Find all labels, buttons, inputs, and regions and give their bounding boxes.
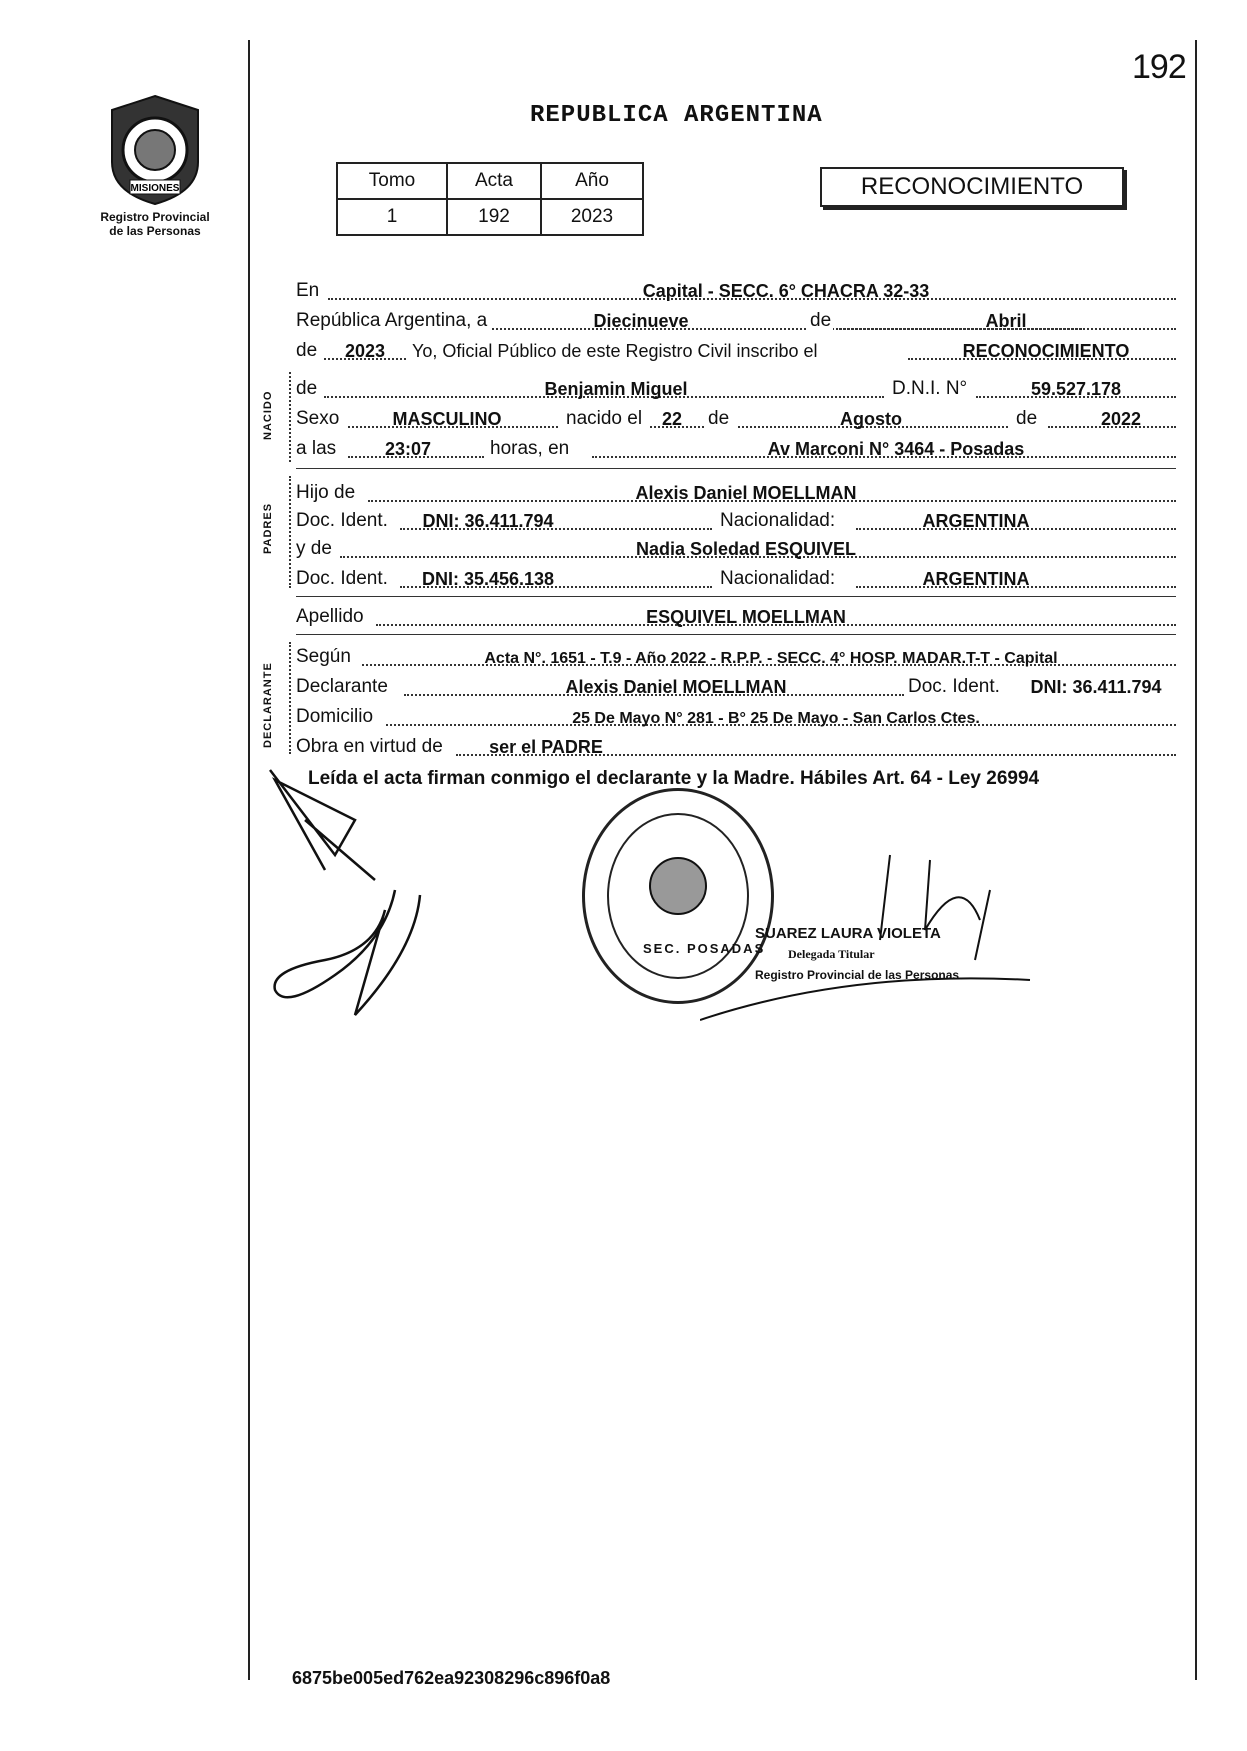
declarante-label: Declarante — [296, 676, 388, 697]
month-value: Abril — [985, 311, 1027, 331]
apellido-value: ESQUIVEL MOELLMAN — [646, 607, 846, 627]
en-label: En — [296, 280, 320, 301]
nac-label: Nacionalidad: — [720, 510, 836, 531]
signer-office: Registro Provincial de las Personas — [755, 968, 960, 982]
provincial-seal-logo — [100, 92, 210, 207]
stamp-text: SEC. POSADAS — [643, 941, 766, 956]
father-doc: DNI: 36.411.794 — [422, 511, 554, 531]
logo-caption-line2: de las Personas — [109, 224, 201, 238]
horas-label: horas, en — [490, 438, 570, 459]
row-name — [296, 376, 1176, 400]
header-ano: Año — [541, 163, 643, 199]
oficial-text: Yo, Oficial Público de este Registro Civil inscribo el — [412, 341, 818, 361]
value-acta: 192 — [447, 199, 541, 235]
mother-nat: ARGENTINA — [922, 569, 1030, 589]
father-nat: ARGENTINA — [922, 511, 1030, 531]
row-sexo — [296, 406, 1176, 430]
logo-caption-line1: Registro Provincial — [100, 210, 210, 224]
svg-text:MISIONES: MISIONES — [130, 183, 180, 194]
header-tomo: Tomo — [337, 163, 447, 199]
row-domicilio — [296, 704, 1176, 728]
sexo-value: MASCULINO — [392, 409, 502, 429]
padres-section-label: PADRES — [262, 502, 274, 554]
padres-bar — [289, 476, 291, 588]
row-mother-doc — [296, 566, 1176, 590]
segun-label: Según — [296, 646, 351, 667]
year-value: 2023 — [344, 341, 386, 361]
padres-divider — [296, 596, 1176, 597]
right-margin-line — [1195, 40, 1197, 1680]
declarante-bar — [289, 642, 291, 754]
nacido-divider — [296, 468, 1176, 469]
row-father — [296, 480, 1176, 504]
de5-label: de — [1016, 408, 1038, 429]
en-value: Capital - SECC. 6° CHACRA 32-33 — [642, 281, 930, 301]
domicilio-value: 25 De Mayo N° 281 - B° 25 De Mayo - San Carlos Ctes. — [572, 710, 980, 727]
row-father-doc — [296, 508, 1176, 532]
obra-label: Obra en virtud de — [296, 736, 443, 757]
nac2-label: Nacionalidad: — [720, 568, 836, 589]
nacido-bar — [289, 372, 291, 462]
header-acta: Acta — [447, 163, 541, 199]
closing-statement: Leída el acta firman conmigo el declarante y la Madre. Hábiles Art. 64 - Ley 26994 — [308, 768, 1040, 789]
time-value: 23:07 — [384, 439, 432, 459]
row-en — [296, 278, 1176, 302]
document-hash: 6875be005ed762ea92308296c896f0a8 — [292, 1668, 611, 1688]
nacido-label: nacido el — [566, 408, 643, 429]
nacido-section-label: NACIDO — [262, 390, 274, 440]
segun-value: Acta N°. 1651 - T.9 - Año 2022 - R.P.P. - SECC. 4° HOSP. MADAR.T-T - Capital — [484, 650, 1058, 667]
page-number: 192 — [1132, 48, 1186, 86]
obra-value: ser el PADRE — [489, 737, 603, 757]
act-type-box: RECONOCIMIENTO — [820, 167, 1124, 207]
dni-label: D.N.I. N° — [892, 378, 968, 399]
doc-label: Doc. Ident. — [296, 510, 388, 531]
alas-label: a las — [296, 438, 337, 459]
republica-label: República Argentina, a — [296, 310, 488, 331]
row-year — [296, 338, 1176, 362]
doc3-label: Doc. Ident. — [908, 676, 1000, 697]
declarante-doc: DNI: 36.411.794 — [1030, 677, 1162, 697]
place-value: Av Marconi N° 3464 - Posadas — [767, 439, 1025, 459]
father-value: Alexis Daniel MOELLMAN — [635, 483, 857, 503]
dni-value: 59.527.178 — [1030, 379, 1122, 399]
row-mother — [296, 536, 1176, 560]
de2-label: de — [296, 340, 318, 361]
mother-doc: DNI: 35.456.138 — [421, 569, 555, 589]
document-title: REPUBLICA ARGENTINA — [530, 102, 823, 129]
name-value: Benjamin Miguel — [544, 379, 688, 399]
mother-value: Nadia Soledad ESQUIVEL — [635, 539, 857, 559]
hijo-label: Hijo de — [296, 482, 356, 503]
declarante-value: Alexis Daniel MOELLMAN — [565, 677, 787, 697]
de4-label: de — [708, 408, 730, 429]
domicilio-label: Domicilio — [296, 706, 374, 727]
signer-name: SUAREZ LAURA VIOLETA — [755, 925, 941, 942]
value-ano: 2023 — [541, 199, 643, 235]
value-tomo: 1 — [337, 199, 447, 235]
row-time — [296, 436, 1176, 460]
left-margin-line — [248, 40, 250, 1680]
yde-label: y de — [296, 538, 332, 559]
row-declarante — [296, 674, 1176, 698]
birth-month: Agosto — [840, 409, 902, 429]
de3-label: de — [296, 378, 318, 399]
apellido-divider — [296, 634, 1176, 635]
signer-role: Delegada Titular — [788, 947, 875, 961]
logo-caption — [85, 210, 225, 238]
declarante-section-label: DECLARANTE — [262, 662, 274, 748]
act-value: RECONOCIMIENTO — [962, 341, 1130, 361]
doc2-label: Doc. Ident. — [296, 568, 388, 589]
row-apellido — [296, 604, 1176, 628]
de-label: de — [810, 310, 832, 331]
row-date — [296, 308, 1176, 332]
row-obra — [296, 734, 1176, 758]
apellido-label: Apellido — [296, 606, 364, 627]
birth-day: 22 — [661, 409, 683, 429]
sexo-label: Sexo — [296, 408, 340, 429]
day-value: Diecinueve — [593, 311, 689, 331]
row-segun — [296, 644, 1176, 668]
registry-table — [336, 162, 644, 236]
declarant-signature — [265, 760, 455, 1030]
birth-year: 2022 — [1100, 409, 1142, 429]
